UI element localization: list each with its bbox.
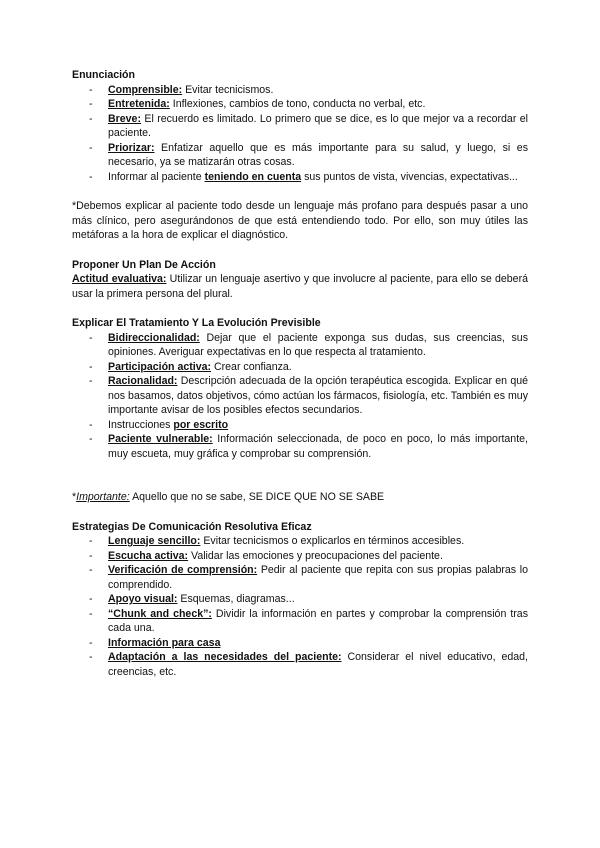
list-item [72,331,528,360]
bullet-dash: - [89,331,93,344]
item-text: Informar al paciente [108,170,205,183]
important-text: Aquello que no se sabe, SE DICE QUE NO SE SABE [129,491,385,503]
item-emphasis: teniendo en cuenta [204,170,302,183]
list-item [72,549,528,564]
item-text: Evitar tecnicismos. [182,83,274,96]
item-term: Priorizar: [108,141,155,154]
plan-term: Actitud evaluativa: [72,273,167,285]
item-term: Lenguaje sencillo: [108,535,201,547]
important-note [72,490,528,505]
item-term: Breve: [108,112,141,125]
item-text: Dejar que el paciente exponga sus dudas, sus creencias, sus opiniones. Averiguar expectativas en lo que respecta al tratamiento. [108,331,528,358]
section-title-plan: Proponer Un Plan De Acción [72,258,216,271]
bullet-dash: - [89,98,93,110]
list-item [72,112,528,141]
list-item [72,534,528,549]
item-text: sus puntos de vista, vivencias, expectativas... [301,170,518,183]
bullet-dash: - [89,141,93,154]
bullet-dash: - [89,564,93,576]
item-term: “Chunk and check”: [108,607,212,620]
plan-paragraph [72,272,528,301]
note-paragraph: *Debemos explicar al paciente todo desde un lenguaje más profano para después pasar a uno más clínico, pero asegurándonos de que está entendiendo todo. Por ello, son muy útiles las metáforas a la hora de explicar el diagnóstico. [72,200,528,241]
list-item [72,607,528,636]
list-item [72,563,528,592]
bullet-dash: - [89,535,93,547]
section-title-enunciacion: Enunciación [72,69,135,81]
tratamiento-list [72,331,528,462]
list-item [72,360,528,375]
item-term: Verificación de comprensión: [108,564,258,576]
section-title-estrategias: Estrategias De Comunicación Resolutiva Eficaz [72,520,312,533]
item-term: Apoyo visual: [108,593,178,605]
section-title-tratamiento: Explicar El Tratamiento Y La Evolución Previsible [72,317,321,329]
list-item [72,418,528,433]
important-label: Importante: [76,491,130,503]
item-text: Descripción adecuada de la opción terapéutica escogida. Explicar en qué nos basamos, datos objetivos, cómo actúan los fármacos, fisiología, etc. También es muy importante avisar de los posibles efectos secundarios. [108,375,528,416]
list-item [72,141,528,170]
item-text: Esquemas, diagramas... [177,593,295,605]
item-term: Racionalidad: [108,375,178,387]
bullet-dash: - [89,360,93,373]
item-text: Dividir la información en partes y comprobar la comprensión tras cada una. [108,607,528,634]
plan-text: Utilizar un lenguaje asertivo y que involucre al paciente, para ello se deberá usar la primera persona del plural. [72,273,528,300]
item-term: Información para casa [108,636,221,649]
item-text: Inflexiones, cambios de tono, conducta no verbal, etc. [169,98,426,110]
list-item [72,636,528,651]
item-term: Bidireccionalidad: [108,331,200,344]
item-text: El recuerdo es limitado. Lo primero que se dice, es lo que mejor va a recordar el paciente. [108,112,528,139]
bullet-dash: - [89,593,93,605]
bullet-dash: - [89,651,93,663]
bullet-dash: - [89,375,93,387]
item-term: Entretenida: [108,98,170,110]
item-term: Participación activa: [108,360,212,373]
item-text: Evitar tecnicismos o explicarlos en términos accesibles. [200,535,465,547]
item-term: Comprensible: [108,83,183,96]
item-text: Crear confianza. [211,360,292,373]
list-item [72,374,528,418]
list-item [72,83,528,98]
bullet-dash: - [89,433,93,445]
bullet-dash: - [89,83,93,96]
estrategias-list [72,534,528,679]
item-text: Validar las emociones y preocupaciones del paciente. [188,549,443,562]
list-item [72,97,528,112]
item-text: Información seleccionada, de poco en poco, lo más importante, muy escueta, muy gráfica y comprobar su comprensión. [108,433,528,460]
item-emphasis: por escrito [173,418,229,431]
important-prefix: * [72,491,77,503]
item-text: Pedir al paciente que repita con sus propias palabras lo comprendido. [108,564,528,591]
item-text: Considerar el nivel educativo, edad, creencias, etc. [108,651,528,678]
bullet-dash: - [89,112,93,125]
item-term: Paciente vulnerable: [108,433,213,445]
bullet-dash: - [89,418,93,431]
bullet-dash: - [89,549,93,562]
list-item [72,432,528,461]
list-item [72,650,528,679]
list-item [72,592,528,607]
item-term: Escucha activa: [108,549,189,562]
document-page [72,68,528,679]
bullet-dash: - [89,607,93,620]
item-text: Enfatizar aquello que es más importante para su salud, y luego, si es necesario, ya se matizarán otras cosas. [108,141,528,168]
bullet-dash: - [89,636,93,649]
item-text: Instrucciones [108,418,174,431]
bullet-dash: - [89,170,93,183]
item-term: Adaptación a las necesidades del paciente: [108,651,342,663]
enunciacion-list [72,83,528,185]
list-item [72,170,528,185]
